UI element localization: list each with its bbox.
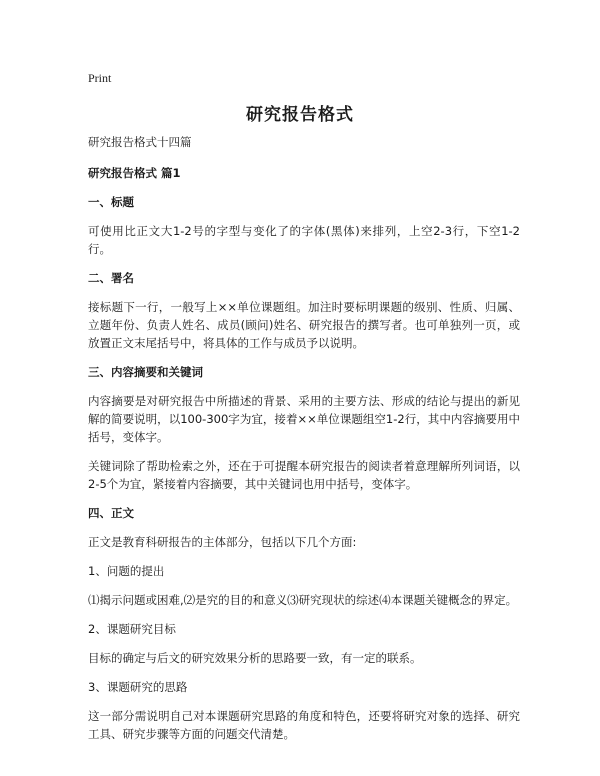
- article-title: 研究报告格式 篇1: [88, 166, 181, 180]
- item-text: ⑴揭示问题或困难,⑵是究的目的和意义⑶研究现状的综述⑷本课题关键概念的界定。: [88, 593, 518, 607]
- item-label: 1、问题的提出: [88, 564, 165, 578]
- document-subtitle: 研究报告格式十四篇: [88, 135, 192, 149]
- section-heading-abstract: 三、内容摘要和关键词: [88, 365, 203, 379]
- section-heading-title: 一、标题: [88, 195, 134, 209]
- section-paragraph: 内容摘要是对研究报告中所描述的背景、采用的主要方法、形成的结论与提出的新见解的简要说明，以100-300字为宜，接着××单位课题组空1-2行，其中内容摘要用中括号，变体字。: [88, 394, 520, 444]
- item-label: 2、课题研究目标: [88, 622, 176, 636]
- section-heading-body: 四、正文: [88, 506, 134, 520]
- print-link[interactable]: Print: [88, 71, 112, 85]
- document-body: [88, 133, 520, 754]
- section-paragraph: 关键词除了帮助检索之外，还在于可提醒本研究报告的阅读者着意理解所列词语，以2-5个为宜，紧接着内容摘要，其中关键词也用中括号，变体字。: [88, 459, 520, 491]
- section-intro: 正文是教育科研报告的主体部分，包括以下几个方面:: [88, 535, 357, 549]
- item-label: 3、课题研究的思路: [88, 680, 188, 694]
- item-text: 这一部分需说明自己对本课题研究思路的角度和特色，还要将研究对象的选择、研究工具、研究步骤等方面的问题交代清楚。: [88, 709, 520, 741]
- section-paragraph: 可使用比正文大1-2号的字型与变化了的字体(黑体)来排列，上空2-3行，下空1-2行。: [88, 224, 520, 256]
- section-paragraph: 接标题下一行，一般写上××单位课题组。加注时要标明课题的级别、性质、归属、立题年份、负责人姓名、成员(顾问)姓名、研究报告的撰写者。也可单独列一页，或放置正文末尾括号中，将具体的工作与成员予以说明。: [88, 300, 520, 350]
- section-heading-signature: 二、署名: [88, 271, 134, 285]
- item-text: 目标的确定与后文的研究效果分析的思路要一致，有一定的联系。: [88, 651, 422, 665]
- page-title: 研究报告格式: [246, 105, 354, 125]
